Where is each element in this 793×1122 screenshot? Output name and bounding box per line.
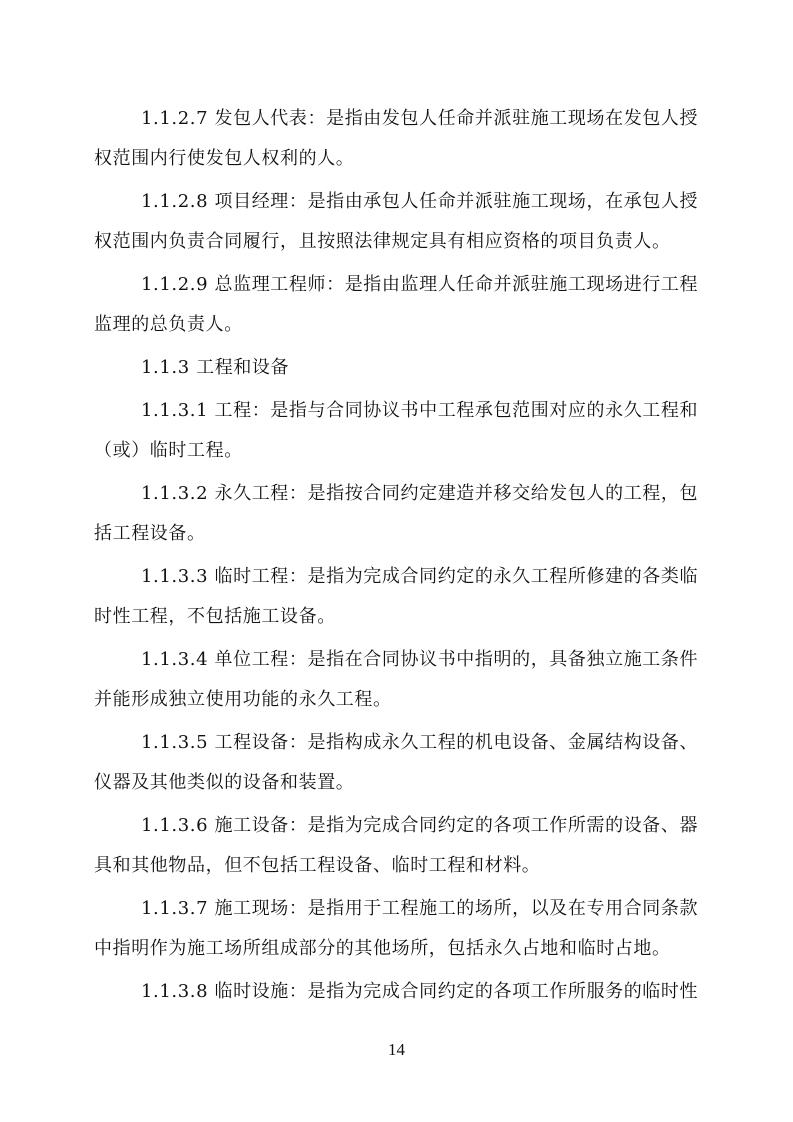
text-line: 1.1.2.9 总监理工程师：是指由监理人任命并派驻施工现场进行工程 bbox=[141, 274, 699, 295]
text-line: 中指明作为施工场所组成部分的其他场所，包括永久占地和临时占地。 bbox=[94, 938, 671, 959]
text-line: 1.1.3.5 工程设备：是指构成永久工程的机电设备、金属结构设备、 bbox=[141, 732, 699, 753]
text-line: 1.1.3.3 临时工程：是指为完成合同约定的永久工程所修建的各类临 bbox=[141, 566, 699, 587]
clause-1-1-2-9 bbox=[94, 265, 699, 345]
text-line: 仪器及其他类似的设备和装置。 bbox=[94, 772, 355, 793]
clause-1-1-3-2 bbox=[94, 474, 699, 554]
text-line: 并能形成独立使用功能的永久工程。 bbox=[94, 689, 392, 710]
text-line: 1.1.2.8 项目经理：是指由承包人任命并派驻施工现场，在承包人授 bbox=[141, 191, 699, 212]
text-line: 1.1.3.6 施工设备：是指为完成合同约定的各项工作所需的设备、器 bbox=[141, 815, 699, 836]
page-number: 14 bbox=[388, 1040, 405, 1059]
text-line: 1.1.2.7 发包人代表：是指由发包人任命并派驻施工现场在发包人授 bbox=[141, 108, 699, 129]
text-line: 1.1.3.1 工程：是指与合同协议书中工程承包范围对应的永久工程和 bbox=[141, 400, 699, 421]
text-line: 权范围内负责合同履行，且按照法律规定具有相应资格的项目负责人。 bbox=[94, 231, 671, 252]
clause-1-1-3-4 bbox=[94, 640, 699, 720]
text-line: 监理的总负责人。 bbox=[94, 314, 243, 335]
clause-1-1-3-7 bbox=[94, 889, 699, 969]
text-line: （或）临时工程。 bbox=[94, 440, 243, 461]
text-line: 1.1.3.2 永久工程：是指按合同约定建造并移交给发包人的工程，包 bbox=[141, 483, 699, 504]
clause-1-1-3-6 bbox=[94, 806, 699, 886]
document-body bbox=[94, 99, 699, 1015]
text-line: 具和其他物品，但不包括工程设备、临时工程和材料。 bbox=[94, 855, 541, 876]
clause-1-1-2-7 bbox=[94, 99, 699, 179]
clause-1-1-3-5 bbox=[94, 723, 699, 803]
clause-1-1-2-8 bbox=[94, 182, 699, 262]
clause-1-1-3-8 bbox=[94, 972, 699, 1012]
text-line: 1.1.3 工程和设备 bbox=[141, 357, 290, 378]
text-line: 权范围内行使发包人权利的人。 bbox=[94, 148, 355, 169]
clause-1-1-3-1 bbox=[94, 391, 699, 471]
text-line: 括工程设备。 bbox=[94, 523, 206, 544]
clause-1-1-3-3 bbox=[94, 557, 699, 637]
text-line: 时性工程，不包括施工设备。 bbox=[94, 606, 336, 627]
text-line: 1.1.3.8 临时设施：是指为完成合同约定的各项工作所服务的临时性 bbox=[141, 981, 699, 1002]
text-line: 1.1.3.7 施工现场：是指用于工程施工的场所，以及在专用合同条款 bbox=[141, 898, 699, 919]
section-heading-1-1-3 bbox=[94, 348, 694, 388]
text-line: 1.1.3.4 单位工程：是指在合同协议书中指明的，具备独立施工条件 bbox=[141, 649, 699, 670]
